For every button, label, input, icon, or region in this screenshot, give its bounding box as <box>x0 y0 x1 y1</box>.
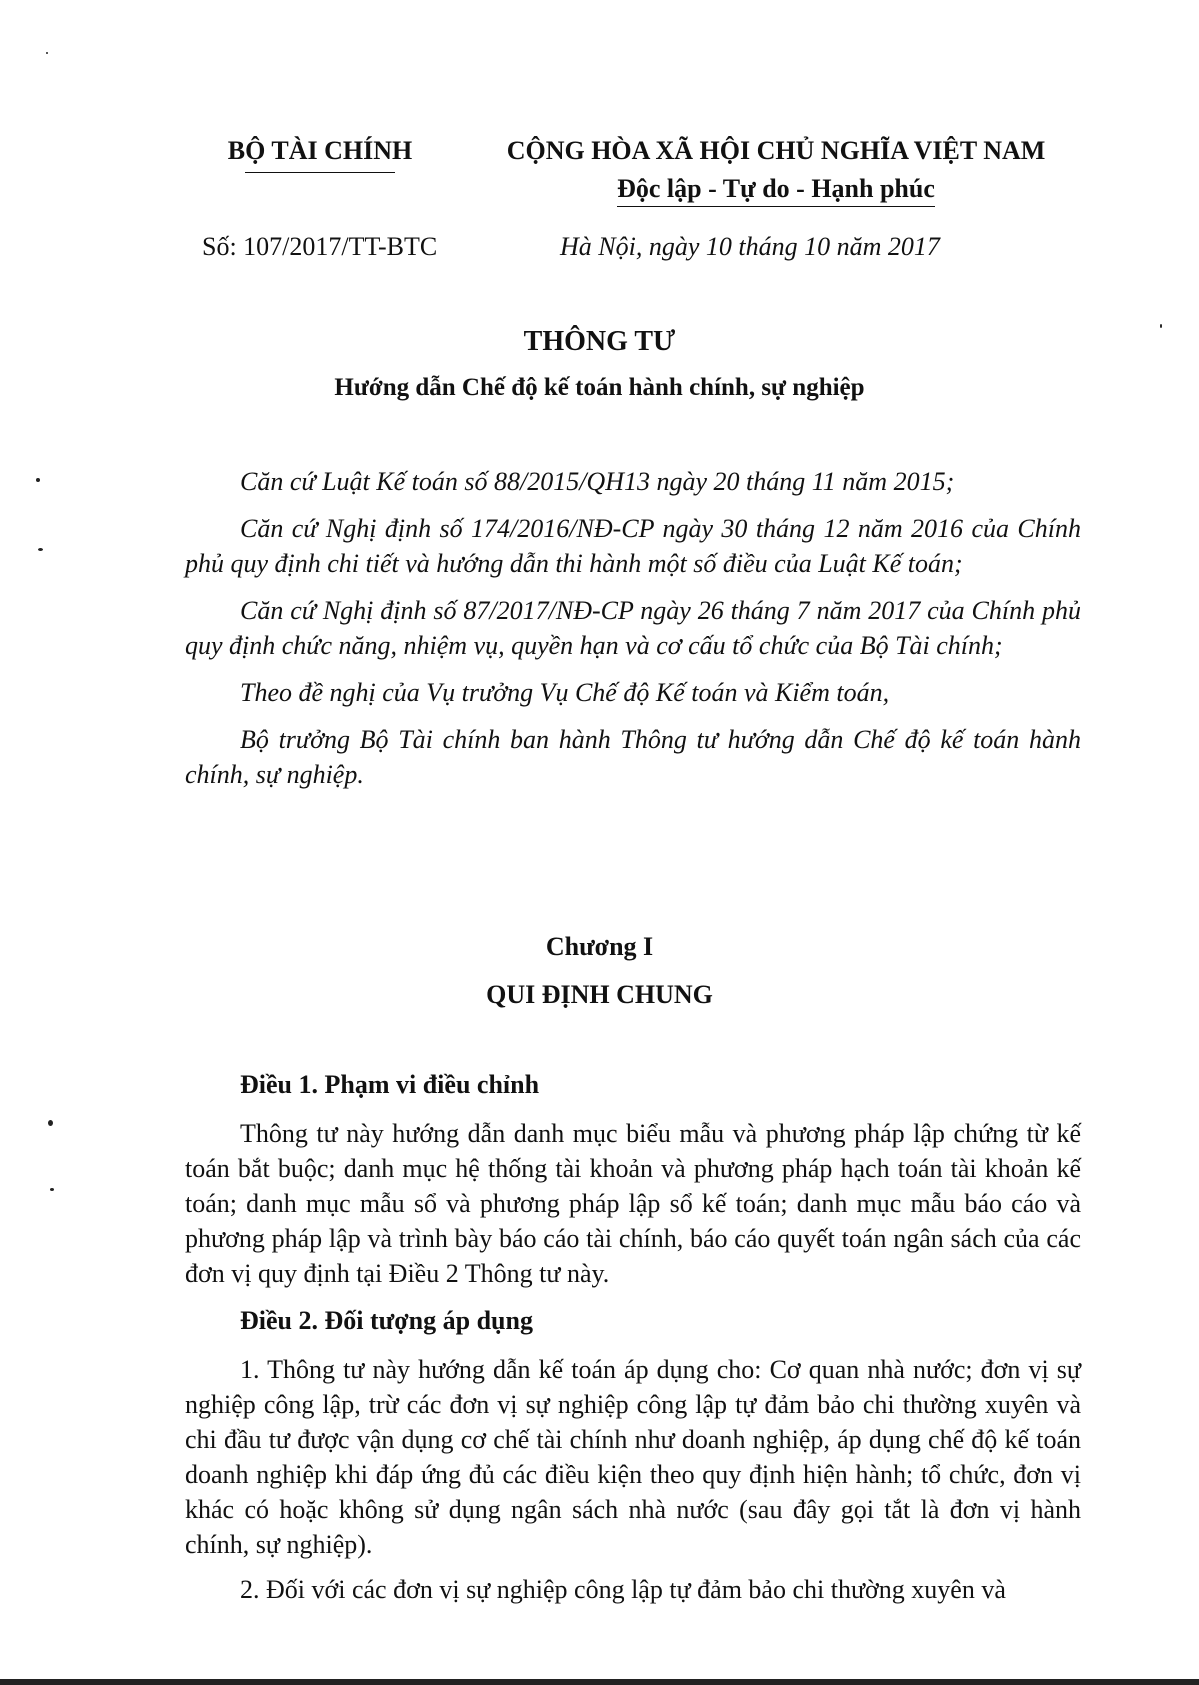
preamble-paragraph: Theo đề nghị của Vụ trưởng Vụ Chế độ Kế toán và Kiểm toán, <box>240 678 890 707</box>
ministry-block <box>200 136 440 173</box>
ministry-underline <box>245 172 395 173</box>
article-2-clause-2: 2. Đối với các đơn vị sự nghiệp công lập tự đảm bảo chi thường xuyên và <box>240 1575 1006 1604</box>
scan-speck <box>1160 324 1162 328</box>
ministry-name: BỘ TÀI CHÍNH <box>227 136 413 165</box>
scan-speck <box>50 1188 54 1191</box>
scan-speck <box>36 478 40 482</box>
article-1-body <box>185 1116 1081 1291</box>
preamble-paragraph: Căn cứ Nghị định số 174/2016/NĐ-CP ngày 30 tháng 12 năm 2016 của Chính phủ quy định chi tiết và hướng dẫn thi hành một số điều của Luật Kế toán; <box>185 514 1081 578</box>
preamble-paragraph: Căn cứ Luật Kế toán số 88/2015/QH13 ngày 20 tháng 11 năm 2015; <box>240 467 955 496</box>
nation-name: CỘNG HÒA XÃ HỘI CHỦ NGHĨA VIỆT NAM <box>506 136 1046 165</box>
article-2-title: Điều 2. Đối tượng áp dụng <box>240 1306 533 1335</box>
document-type: THÔNG TƯ <box>523 326 676 357</box>
article-1-text: Thông tư này hướng dẫn danh mục biểu mẫu và phương pháp lập chứng từ kế toán bắt buộc; danh mục hệ thống tài khoản và phương pháp hạch toán tài khoản kế toán; danh mục mẫu sổ và phương pháp lập sổ kế toán; danh mục mẫu báo cáo và phương pháp lập và trình bày báo cáo tài chính, báo cáo quyết toán ngân sách của các đơn vị quy định tại Điều 2 Thông tư này. <box>185 1119 1081 1288</box>
preamble-paragraph: Bộ trưởng Bộ Tài chính ban hành Thông tư hướng dẫn Chế độ kế toán hành chính, sự nghiệp. <box>185 725 1081 789</box>
chapter-number: Chương I <box>545 932 654 961</box>
document-number: Số: 107/2017/TT-BTC <box>202 232 438 261</box>
scan-speck <box>38 548 43 551</box>
preamble <box>185 464 1081 804</box>
place-and-date: Hà Nội, ngày 10 tháng 10 năm 2017 <box>560 232 940 261</box>
article-2-clause-1: 1. Thông tư này hướng dẫn kế toán áp dụng cho: Cơ quan nhà nước; đơn vị sự nghiệp công lập, trừ các đơn vị sự nghiệp công lập tự đảm bảo chi thường xuyên và chi đầu tư được vận dụng cơ chế tài chính như doanh nghiệp, áp dụng chế độ kế toán doanh nghiệp khi đáp ứng đủ các điều kiện theo quy định hiện hành; tổ chức, đơn vị khác có hoặc không sử dụng ngân sách nhà nước (sau đây gọi tắt là đơn vị hành chính, sự nghiệp). <box>185 1355 1081 1559</box>
document-subject: Hướng dẫn Chế độ kế toán hành chính, sự nghiệp <box>334 374 865 401</box>
scan-speck <box>46 52 48 54</box>
article-1-title: Điều 1. Phạm vi điều chỉnh <box>240 1070 540 1099</box>
national-motto: Độc lập - Tự do - Hạnh phúc <box>617 174 935 207</box>
scan-speck <box>48 1120 53 1126</box>
article-2-body <box>185 1352 1081 1617</box>
page-bottom-edge <box>0 1679 1199 1685</box>
preamble-paragraph: Căn cứ Nghị định số 87/2017/NĐ-CP ngày 26 tháng 7 năm 2017 của Chính phủ quy định chức năng, nhiệm vụ, quyền hạn và cơ cấu tổ chức của Bộ Tài chính; <box>185 596 1081 660</box>
chapter-name: QUI ĐỊNH CHUNG <box>486 980 713 1009</box>
national-heading <box>496 136 1056 207</box>
